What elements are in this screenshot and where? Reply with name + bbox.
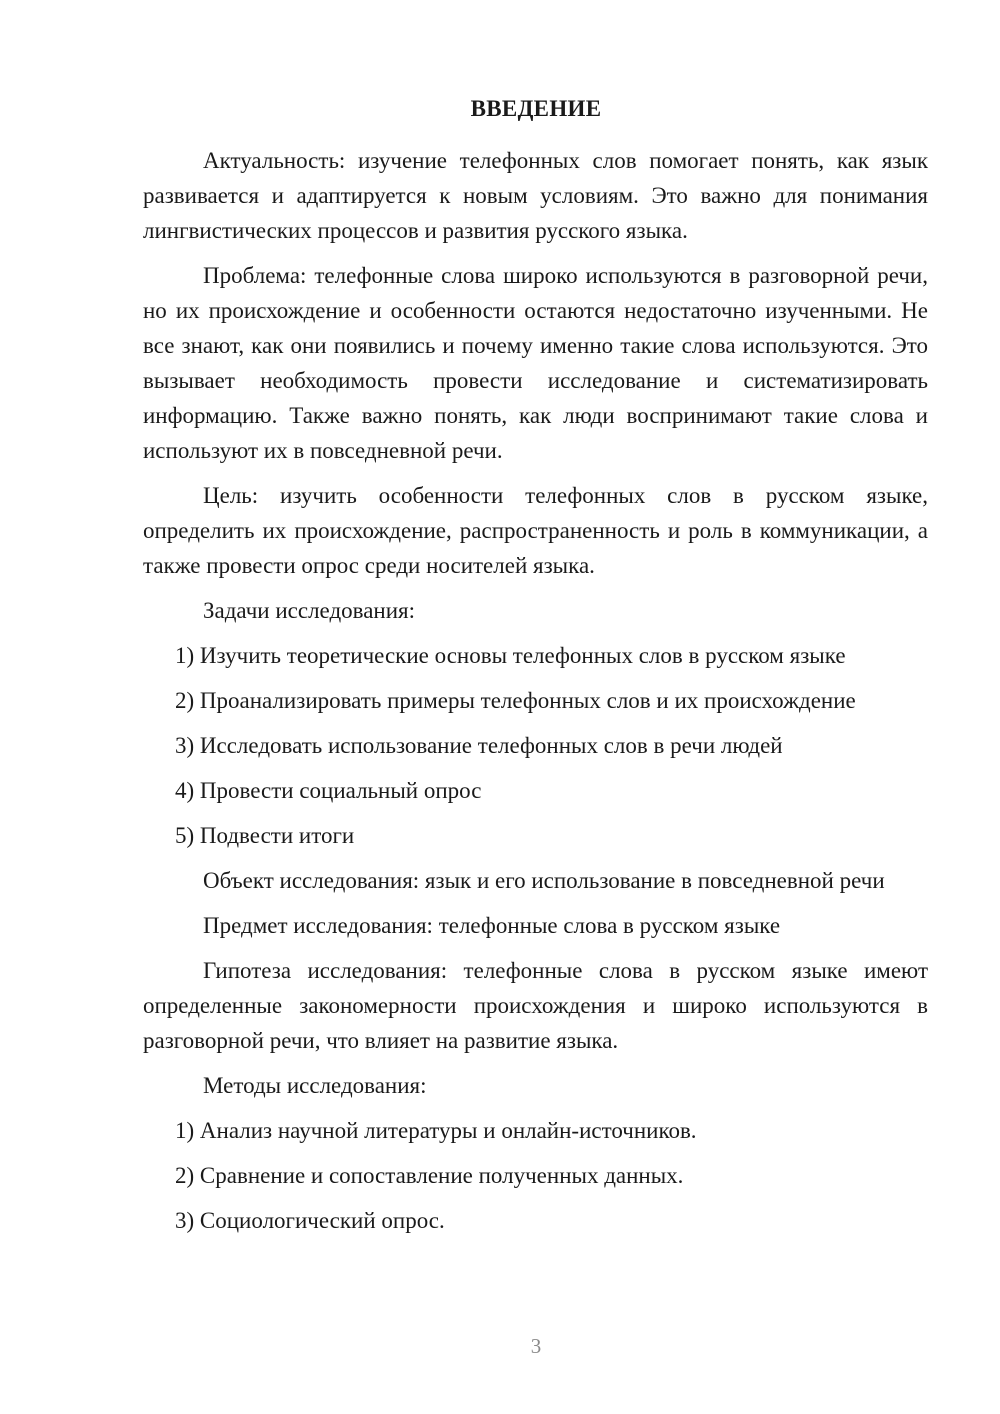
tasks-list (143, 638, 928, 853)
list-item: 2) Проанализировать примеры телефонных слов и их происхождение (175, 688, 856, 713)
list-item: 3) Социологический опрос. (175, 1208, 445, 1233)
page-number: 3 (530, 1334, 542, 1358)
list-item: 1) Анализ научной литературы и онлайн-источников. (175, 1118, 697, 1143)
list-item: 2) Сравнение и сопоставление полученных данных. (175, 1163, 684, 1188)
methods-list (143, 1113, 928, 1238)
problem-paragraph: Проблема: телефонные слова широко используются в разговорной речи, но их происхождение и особенности остаются недостаточно изученными. Не все знают, как они появились и почему именно такие слова используются. Это вызывает необходимость провести исследование и систематизировать информацию. Также важно понять, как люди воспринимают такие слова и используют их в повседневной речи. (143, 263, 928, 463)
subject-paragraph: Предмет исследования: телефонные слова в русском языке (203, 913, 781, 938)
object-paragraph: Объект исследования: язык и его использование в повседневной речи (203, 868, 885, 893)
document-body (143, 143, 928, 1248)
methods-heading: Методы исследования: (203, 1073, 427, 1098)
goal-paragraph: Цель: изучить особенности телефонных слов в русском языке, определить их происхождение, распространенность и роль в коммуникации, а также провести опрос среди носителей языка. (143, 483, 928, 578)
list-item: 3) Исследовать использование телефонных слов в речи людей (175, 733, 783, 758)
tasks-heading: Задачи исследования: (203, 598, 416, 623)
list-item: 5) Подвести итоги (175, 823, 355, 848)
list-item: 1) Изучить теоретические основы телефонных слов в русском языке (175, 643, 846, 668)
hypothesis-paragraph: Гипотеза исследования: телефонные слова в русском языке имеют определенные закономерности происхождения и широко используются в разговорной речи, что влияет на развитие языка. (143, 958, 928, 1053)
relevance-paragraph: Актуальность: изучение телефонных слов помогает понять, как язык развивается и адаптируется к новым условиям. Это важно для понимания лингвистических процессов и развития русского языка. (143, 148, 928, 243)
list-item: 4) Провести социальный опрос (175, 778, 482, 803)
section-title: ВВЕДЕНИЕ (470, 96, 602, 121)
